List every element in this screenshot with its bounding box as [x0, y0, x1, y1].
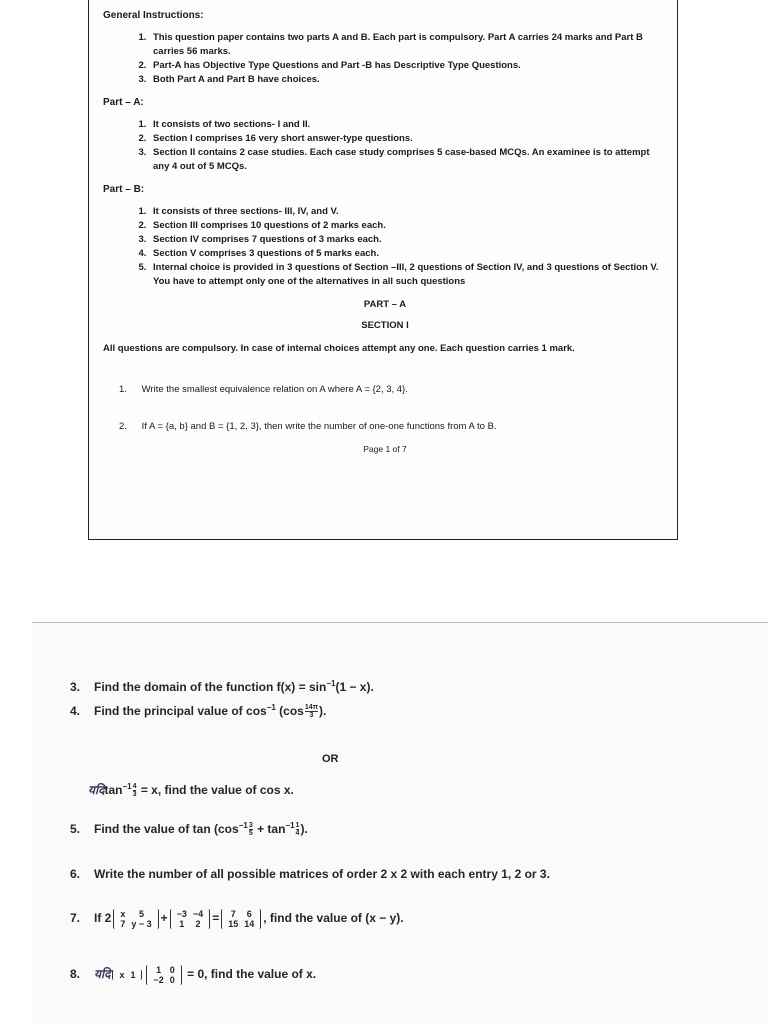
question-text: Write the number of all possible matrices of order 2 x 2 with each entry 1, 2 or 3. [94, 867, 550, 881]
numerator: 14π [304, 704, 319, 712]
question-text: (cos [279, 704, 304, 718]
numerator: 3 [248, 822, 253, 830]
operator: + [160, 911, 168, 926]
instruction-item: 4. Section V comprises 3 questions of 5 marks each. [149, 247, 667, 261]
question-4-or [88, 781, 294, 798]
denominator: 5 [248, 830, 253, 838]
question-text: If 2 [94, 911, 112, 926]
question-paper-page-2 [32, 622, 768, 1025]
exponent: −1 [122, 782, 132, 791]
question-number: 7. [70, 911, 81, 926]
exponent: −1 [266, 703, 276, 712]
question-3 [70, 679, 374, 694]
question-text: ). [319, 704, 327, 718]
matrix [170, 909, 211, 929]
numerator: 4 [132, 783, 137, 791]
handwritten-note: यदि [94, 967, 111, 982]
matrix-cell: 6 [246, 909, 252, 919]
instruction-item: 2. Section I comprises 16 very short answer-type questions. [149, 132, 667, 146]
question-text: Write the smallest equivalence relation on A where A = {2, 3, 4}. [141, 384, 408, 395]
matrix-cell: −4 [192, 909, 204, 919]
part-a-list [103, 118, 667, 174]
question-text: Find the principal value of cos [94, 704, 267, 718]
instruction-item: 5. Internal choice is provided in 3 questions of Section –III, 2 questions of Section IV, and 3 questions of Section V. You have to attempt only one of the alternatives in all such questions [149, 261, 667, 289]
question-text: Find the value of tan (cos [94, 822, 239, 836]
matrix-cell: 1 [130, 970, 136, 980]
matrix-cell: 0 [169, 975, 175, 985]
question-paper-page-1 [88, 0, 678, 540]
denominator: 3 [309, 712, 314, 720]
page-number: Page 1 of 7 [363, 444, 407, 454]
general-instructions-list [103, 31, 667, 87]
question-number: 4. [70, 704, 81, 718]
question-text: ). [300, 822, 308, 836]
exponent: −1 [238, 821, 248, 830]
matrix-cell: x [120, 909, 126, 919]
question-text: , find the value of (x − y). [263, 911, 404, 926]
matrix [113, 909, 158, 929]
question-number: 2. [119, 421, 127, 432]
handwritten-note: यदि [88, 783, 105, 797]
question-text: = 0, find the value of x. [187, 967, 317, 982]
matrix-cell: 1 [179, 919, 185, 929]
question-4 [70, 703, 326, 719]
question-number: 8. [70, 967, 81, 982]
fraction [305, 704, 318, 719]
matrix-cell: 1 [156, 965, 162, 975]
denominator: 3 [132, 791, 137, 799]
matrix-cell: 5 [138, 909, 144, 919]
operator: = [212, 911, 220, 926]
question-text: = x, find the value of cos x. [140, 783, 294, 797]
fraction [133, 783, 137, 798]
question-number: 6. [70, 867, 81, 881]
exponent: −1 [285, 821, 295, 830]
section-heading: SECTION I [361, 320, 409, 331]
matrix-cell: 7 [120, 919, 126, 929]
matrix-cell: x [119, 970, 125, 980]
general-instructions-title: General Instructions: [103, 10, 204, 21]
question-text: (1 − x). [335, 680, 374, 694]
exponent: −1 [326, 679, 336, 688]
row-vector [112, 970, 142, 980]
part-b-list [103, 205, 667, 289]
part-heading: PART – A [363, 299, 407, 310]
question-text: tan [104, 783, 123, 797]
page-gap [0, 540, 768, 622]
question-number: 1. [119, 384, 127, 395]
question-7 [70, 909, 404, 929]
matrix-cell: −3 [176, 909, 187, 919]
denominator: 4 [295, 830, 300, 838]
instruction-item: 1. This question paper contains two parts A and B. Each part is compulsory. Part A carries 24 marks and Part B carries 56 marks. [149, 31, 667, 59]
numerator: 1 [295, 822, 300, 830]
question-text: If A = {a, b} and B = {1, 2, 3}, then write the number of one-one functions from A to B. [141, 421, 497, 432]
question-number: 5. [70, 822, 81, 836]
matrix [146, 965, 181, 985]
fraction [296, 822, 300, 837]
instruction-item: 3. Section IV comprises 7 questions of 3 marks each. [149, 233, 667, 247]
matrix [221, 909, 261, 929]
instruction-item: 2. Part-A has Objective Type Questions and Part -B has Descriptive Type Questions. [149, 59, 667, 73]
matrix-cell: 2 [195, 919, 201, 929]
question-6 [70, 867, 550, 881]
part-a-title: Part – A: [103, 97, 144, 108]
fraction [249, 822, 253, 837]
instruction-item: 1. It consists of two sections- I and II. [149, 118, 667, 132]
matrix-cell: y − 3 [131, 919, 152, 929]
or-label: OR [322, 753, 339, 765]
matrix-cell: −2 [153, 975, 164, 985]
matrix-cell: 7 [230, 909, 236, 919]
question-1 [119, 384, 667, 395]
compulsory-note: All questions are compulsory. In case of internal choices attempt any one. Each question carries 1 mark. [103, 343, 575, 354]
question-2 [119, 421, 667, 432]
question-5 [70, 821, 308, 837]
question-number: 3. [70, 680, 81, 694]
matrix-cell: 15 [228, 919, 239, 929]
matrix-cell: 0 [169, 965, 175, 975]
question-text: Find the domain of the function f(x) = sin [94, 680, 327, 694]
instruction-item: 1. It consists of three sections- III, IV, and V. [149, 205, 667, 219]
question-8 [70, 965, 316, 985]
question-text: + tan [257, 822, 286, 836]
matrix-cell: 14 [244, 919, 255, 929]
instruction-item: 3. Both Part A and Part B have choices. [149, 73, 667, 87]
instruction-item: 3. Section II contains 2 case studies. Each case study comprises 5 case-based MCQs. An examinee is to attempt any 4 out of 5 MCQs. [149, 146, 667, 174]
part-b-title: Part – B: [103, 184, 145, 195]
instruction-item: 2. Section III comprises 10 questions of 2 marks each. [149, 219, 667, 233]
